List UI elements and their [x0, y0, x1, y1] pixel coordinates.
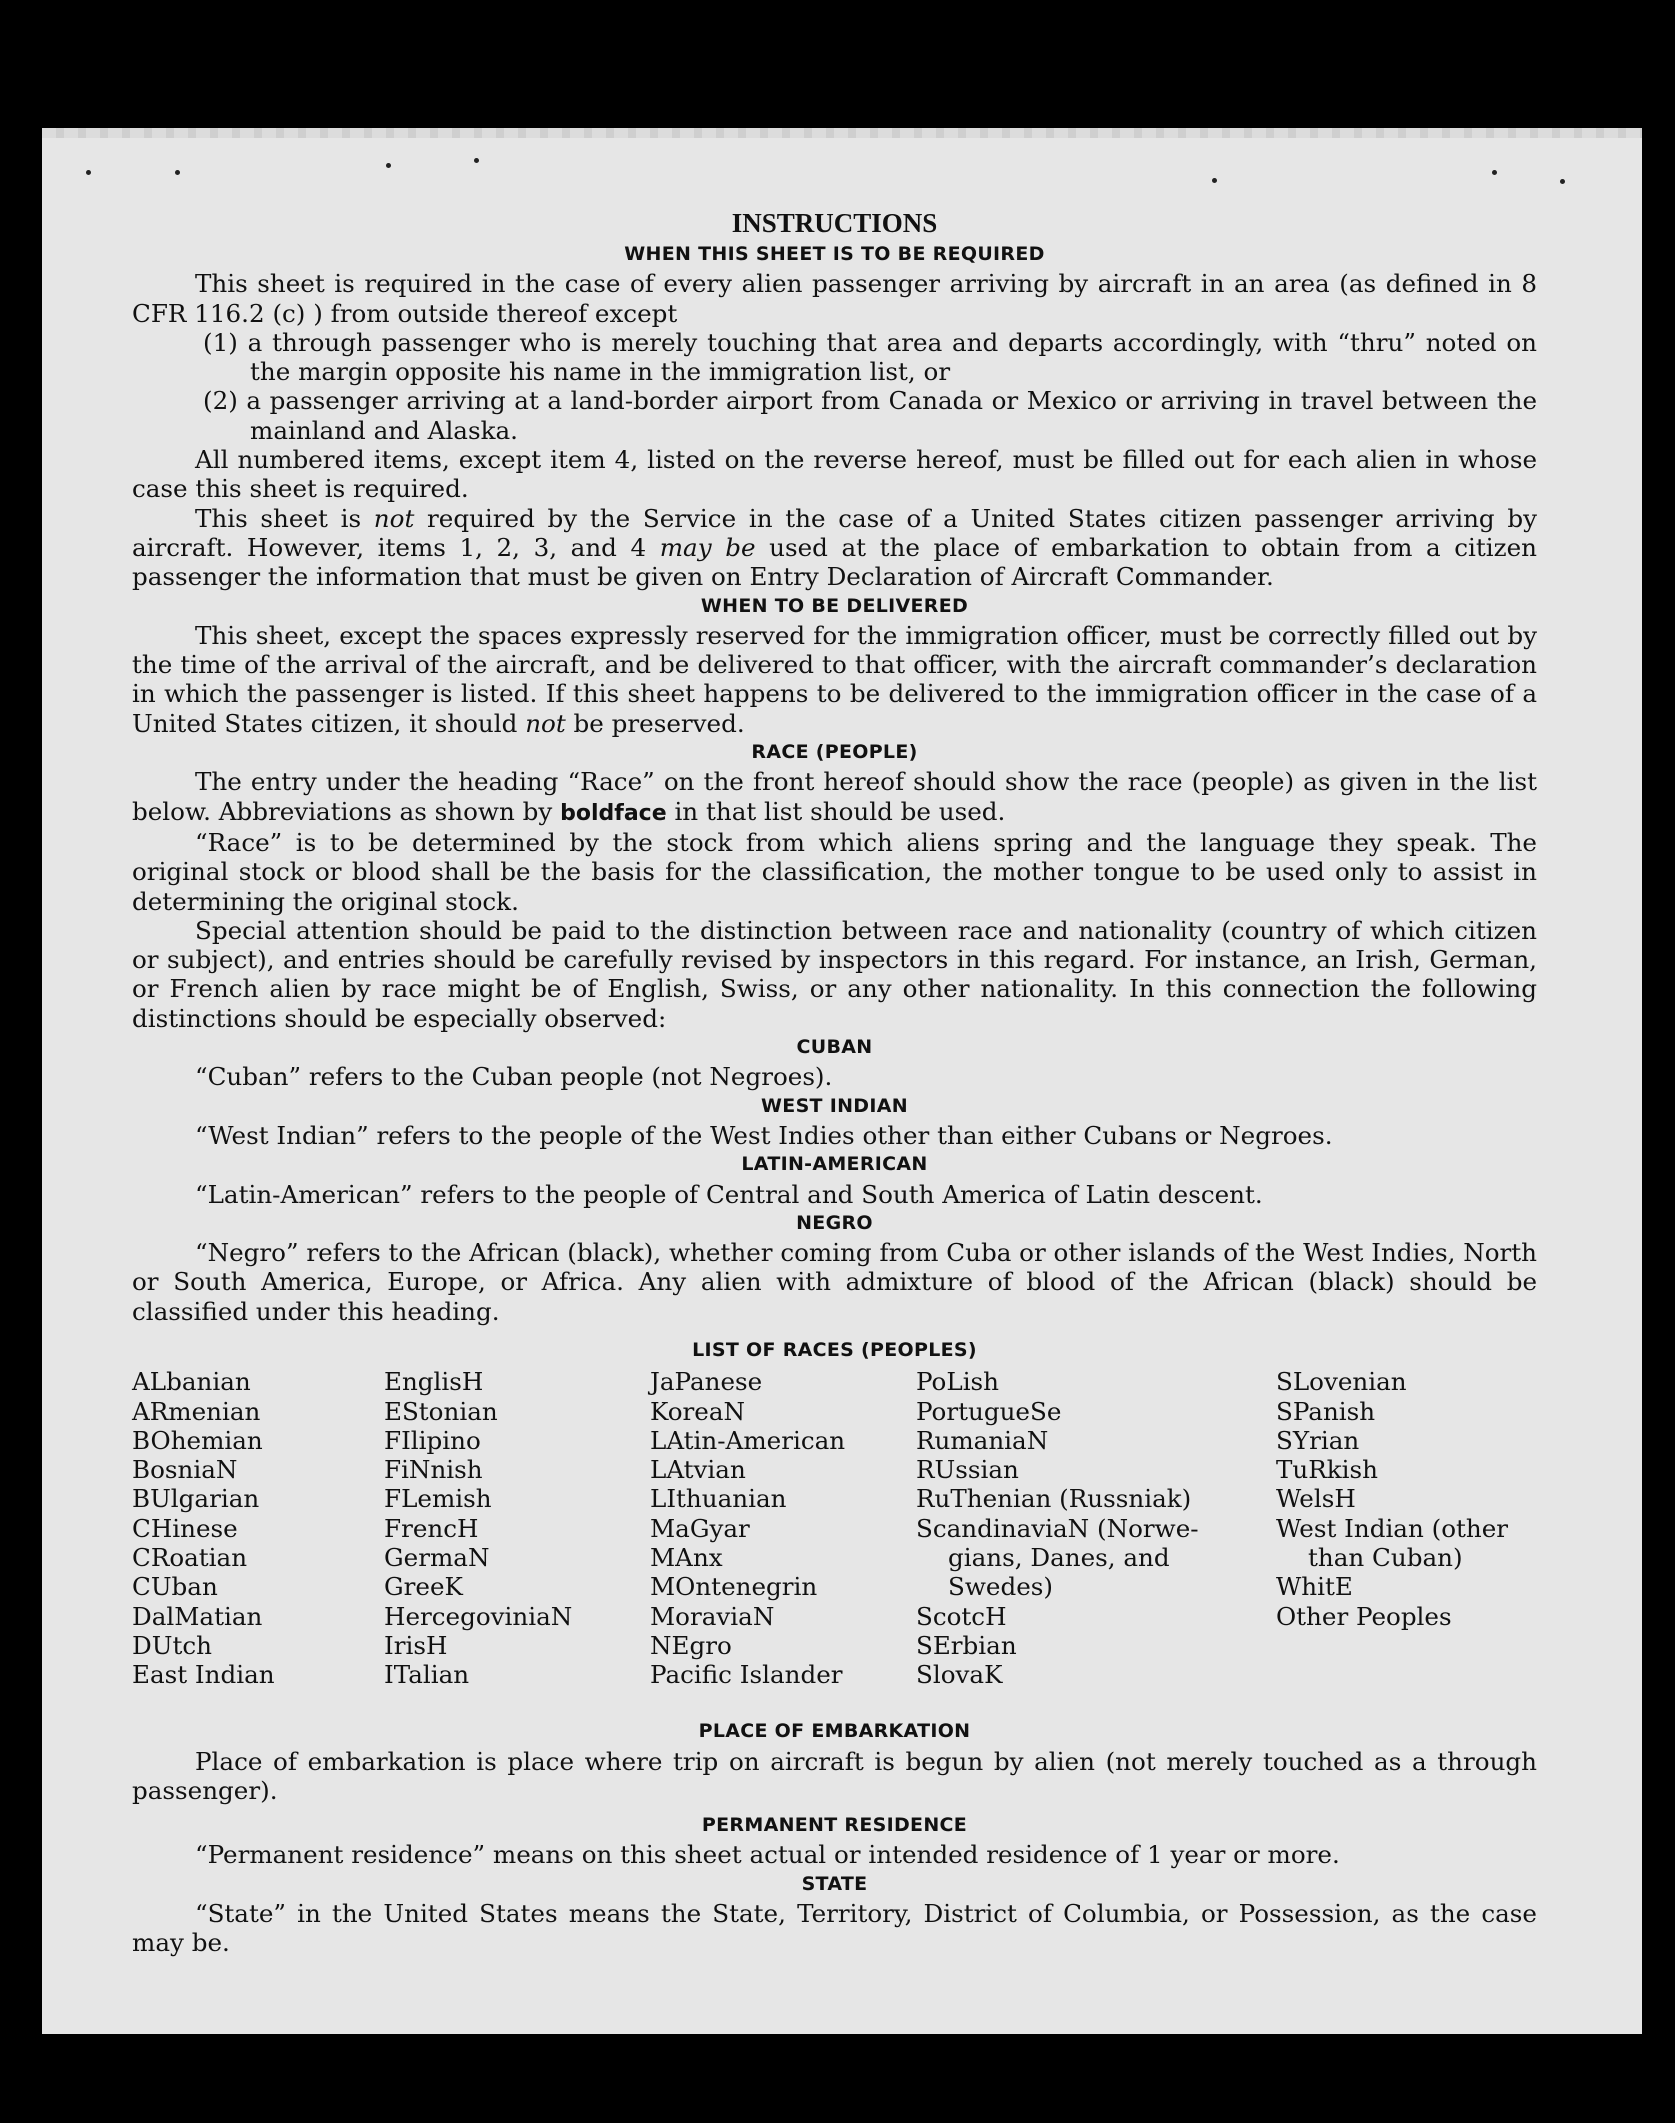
heading-latin-american: LATIN-AMERICAN [741, 1153, 928, 1176]
race-item: Other Peoples [1276, 1601, 1452, 1631]
race-item: WelsH [1276, 1484, 1356, 1514]
race-item: HercegoviniaN [384, 1601, 573, 1631]
race-item: BUlgarian [132, 1484, 260, 1514]
paragraph: This sheet, except the spaces expressly reserved for the immigration officer, must be correctly filled out by the time of the arrival of the aircraft, and be delivered to that officer, with the aircraft commander’s declaration in which the passenger is listed. If this sheet happens to be delivered to the immigration officer in the case of a United States citizen, it should not be preserved. [132, 620, 1537, 738]
paragraph: This sheet is required in the case of every alien passenger arriving by aircraft in an area (as defined in 8 CFR 116.2 (c) ) from outside thereof except [132, 269, 1537, 328]
heading-when-required: WHEN THIS SHEET IS TO BE REQUIRED [624, 243, 1045, 265]
race-item: RuThenian (Russniak) [916, 1484, 1192, 1514]
race-item: LAtvian [650, 1455, 746, 1485]
speck [86, 170, 91, 175]
race-item: FiNnish [384, 1455, 483, 1485]
race-item: RumaniaN [916, 1425, 1049, 1455]
definition-negro: “Negro” refers to the African (black), whether coming from Cuba or other islands of the West Indies, North or South America, Europe, or Africa. Any alien with admixture of blood of the African (black) should be classified under this heading. [132, 1238, 1538, 1326]
race-item: TuRkish [1276, 1455, 1378, 1485]
speck [386, 163, 391, 168]
list-item: (1) a through passenger who is merely touching that area and departs accordingly, with “thru” noted on the margin opposite his name in the immigration list, or [203, 327, 1537, 387]
race-item: ITalian [384, 1660, 470, 1690]
race-item: MoraviaN [650, 1601, 775, 1631]
race-item: ScotcH [916, 1601, 1007, 1631]
race-item: GermaN [384, 1543, 490, 1573]
race-item: ARmenian [132, 1396, 261, 1426]
race-item: CHinese [132, 1513, 238, 1543]
definition-cuban: “Cuban” refers to the Cuban people (not Negroes). [195, 1062, 833, 1092]
race-item: PortugueSe [916, 1396, 1062, 1426]
race-item: FIlipino [384, 1425, 481, 1455]
heading-cuban: CUBAN [796, 1036, 873, 1059]
heading-race: RACE (PEOPLE) [751, 741, 918, 764]
race-item: JaPanese [650, 1367, 763, 1397]
paragraph: “Race” is to be determined by the stock from which aliens spring and the language they speak. The original stock or blood shall be the basis for the classification, the mother tongue to be used only to assist in determining the original stock. [132, 827, 1537, 916]
speck [1560, 179, 1565, 184]
race-item: than Cuban) [1308, 1543, 1463, 1573]
instructions-body [132, 206, 1537, 1958]
race-item: BOhemian [132, 1425, 263, 1455]
paragraph: The entry under the heading “Race” on the front hereof should show the race (people) as given in the list below. Abbreviations as shown by boldface in that list should be used. [132, 767, 1537, 826]
speck [175, 170, 180, 175]
paragraph: Special attention should be paid to the distinction between race and nationality (country of which citizen or subject), and entries should be carefully revised by inspectors in this regard. For instance, an Irish, German, or French alien by race might be of English, Swiss, or any other nationality. In this connection the following distinctions should be especially observed: [132, 915, 1537, 1033]
race-item: West Indian (other [1276, 1513, 1509, 1543]
races-column-2 [384, 1367, 572, 1689]
race-item: SYrian [1276, 1425, 1360, 1455]
document-page [42, 132, 1642, 2034]
race-item: DalMatian [132, 1601, 263, 1631]
paragraph: All numbered items, except item 4, listed on the reverse hereof, must be filled out for each alien in whose case this sheet is required. [132, 445, 1537, 504]
race-item: RUssian [916, 1455, 1019, 1485]
race-item: MOntenegrin [650, 1572, 818, 1602]
race-item: DUtch [132, 1630, 212, 1660]
race-item: WhitE [1276, 1572, 1353, 1602]
race-item: KoreaN [650, 1396, 746, 1426]
definition-state: “State” in the United States means the State, Territory, District of Columbia, or Possession, as the case may be. [132, 1899, 1537, 1958]
paragraph: Place of embarkation is place where trip on aircraft is begun by alien (not merely touched as a through passenger). [132, 1746, 1537, 1805]
list-item: (2) a passenger arriving at a land-border airport from Canada or Mexico or arriving in travel between the mainland and Alaska. [203, 386, 1537, 445]
race-item: EStonian [384, 1396, 498, 1426]
heading-list-of-races: LIST OF RACES (PEOPLES) [692, 1338, 977, 1361]
definition-residence: “Permanent residence” means on this sheet actual or intended residence of 1 year or more. [195, 1840, 1340, 1870]
race-item: East Indian [132, 1660, 275, 1690]
heading-west-indian: WEST INDIAN [761, 1094, 908, 1117]
page-title: INSTRUCTIONS [731, 208, 938, 238]
race-item: FLemish [384, 1484, 492, 1514]
heading-negro: NEGRO [796, 1211, 873, 1234]
race-item: MAnx [650, 1543, 723, 1573]
race-item: SPanish [1276, 1396, 1376, 1426]
race-item: EnglisH [384, 1367, 484, 1397]
race-item: SlovaK [916, 1660, 1003, 1690]
race-item: MaGyar [650, 1513, 750, 1543]
race-item: BosniaN [132, 1455, 238, 1485]
race-item: ScandinaviaN (Norwe- [916, 1513, 1199, 1543]
race-item: gians, Danes, and [948, 1543, 1170, 1573]
races-column-4 [916, 1367, 1199, 1689]
heading-permanent-residence: PERMANENT RESIDENCE [701, 1814, 968, 1837]
definition-west-indian: “West Indian” refers to the people of the West Indies other than either Cubans or Negroes. [195, 1120, 1333, 1150]
race-item: CUban [132, 1572, 218, 1602]
speck [1492, 170, 1497, 175]
heading-when-delivered: WHEN TO BE DELIVERED [700, 594, 969, 617]
race-item: CRoatian [132, 1543, 248, 1573]
speck [474, 158, 479, 163]
races-column-5 [1276, 1367, 1508, 1631]
paragraph: This sheet is not required by the Service in the case of a United States citizen passenger arriving by aircraft. However, items 1, 2, 3, and 4 may be used at the place of embarkation to obtain from a citizen passenger the information that must be given on Entry Declaration of Aircraft Commander. [132, 503, 1537, 592]
races-column-3 [650, 1367, 845, 1689]
race-item: FrencH [384, 1513, 479, 1543]
race-item: SErbian [916, 1630, 1017, 1660]
race-item: LIthuanian [650, 1484, 787, 1514]
races-list [132, 1367, 1537, 1717]
race-item: Swedes) [948, 1572, 1053, 1602]
races-column-1 [132, 1367, 275, 1689]
race-item: PoLish [916, 1367, 1000, 1397]
speck [1212, 178, 1217, 183]
race-item: IrisH [384, 1630, 448, 1660]
race-item: NEgro [650, 1630, 732, 1660]
race-item: LAtin-American [650, 1425, 846, 1455]
definition-latin-american: “Latin-American” refers to the people of Central and South America of Latin descent. [195, 1179, 1263, 1209]
heading-embarkation: PLACE OF EMBARKATION [698, 1720, 971, 1743]
race-item: SLovenian [1276, 1367, 1407, 1397]
race-item: Pacific Islander [650, 1660, 843, 1690]
race-item: ALbanian [132, 1367, 251, 1397]
heading-state: STATE [801, 1872, 868, 1895]
race-item: GreeK [384, 1572, 463, 1602]
